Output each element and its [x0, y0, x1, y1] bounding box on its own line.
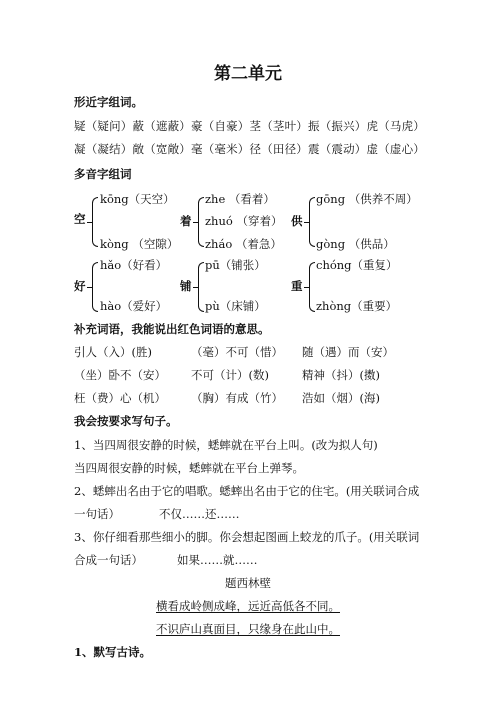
polyphone-reading: zhòng（重要） — [316, 299, 398, 313]
question-2-line-1: 2、蟋蟀出名由于它的唱歌。蟋蟀出名由于它的住宅。(用关联词合成 — [74, 484, 420, 498]
section-heading-sentences: 我会按要求写句子。 — [74, 414, 178, 428]
question-1: 1、当四周很安静的时候，蟋蟀就在平台上叫。(改为拟人句) — [74, 438, 378, 452]
similar-chars-row-2: 凝（凝结）敞（宽敞）毫（毫米）径（田径）震（震动）虚（虚心） — [74, 142, 425, 156]
idiom-item: 不可（计）(数) — [191, 368, 269, 382]
polyphone-char-kong: 空 — [74, 212, 86, 226]
question-2-hint: 不仅……还…… — [159, 507, 240, 521]
poem-line-1: 横看成岭侧成峰，远近高低各不同。 — [156, 599, 340, 613]
idiom-item: （毫）不可（惜） — [191, 345, 283, 359]
brace — [309, 262, 315, 312]
poem-line-2-wrap — [0, 622, 496, 636]
brace — [309, 197, 315, 247]
final-instruction: 1、默写古诗。 — [74, 645, 152, 659]
polyphone-reading: gōng （供养不周） — [316, 192, 418, 206]
question-2-line-2: 一句话） — [74, 507, 120, 521]
answer-1: 当四周很安静的时候，蟋蟀就在平台上弹琴。 — [74, 461, 304, 475]
polyphone-reading: hǎo（好看） — [100, 258, 168, 272]
poem-line-2: 不识庐山真面目，只缘身在此山中。 — [156, 622, 340, 636]
idiom-item: 浩如（烟）(海) — [302, 391, 380, 405]
polyphone-reading: hào（爱好） — [100, 299, 168, 313]
polyphone-reading: zhuó （穿着） — [205, 214, 283, 228]
question-3-line-2: 合成一句话） — [74, 553, 143, 567]
polyphone-reading: zhe （看着） — [205, 192, 275, 206]
polyphone-reading: gòng （供品） — [316, 237, 395, 251]
polyphone-char-zhong: 重 — [291, 279, 303, 293]
idiom-item: 引人（入）(胜) — [74, 345, 152, 359]
polyphone-reading: pù（床铺） — [205, 299, 266, 313]
polyphone-reading: chóng（重复） — [316, 258, 398, 272]
polyphone-reading: kòng （空隙） — [100, 237, 179, 251]
idiom-item: （胸）有成（竹） — [191, 391, 283, 405]
page-title: 第二单元 — [214, 64, 282, 84]
poem-line-1-wrap — [0, 599, 496, 613]
brace — [92, 262, 98, 312]
question-3-hint: 如果……就…… — [177, 553, 258, 567]
brace — [198, 197, 204, 247]
brace — [198, 262, 204, 312]
polyphone-char-hao: 好 — [74, 279, 86, 293]
polyphone-char-gong: 供 — [291, 214, 303, 228]
idiom-item: 精神（抖）(擞) — [302, 368, 380, 382]
brace — [92, 197, 98, 247]
similar-chars-row-1: 疑（疑问）蔽（遮蔽）豪（自豪）茎（茎叶）振（振兴）虎（马虎） — [74, 119, 425, 133]
polyphone-reading: zháo （着急） — [205, 237, 282, 251]
question-3-line-1: 3、你仔细看那些细小的脚。你会想起图画上蛟龙的爪子。(用关联词 — [74, 530, 420, 544]
idiom-item: （坐）卧不（安） — [74, 368, 166, 382]
polyphone-reading: pū（铺张） — [205, 258, 266, 272]
poem-title: 题西林壁 — [225, 576, 271, 590]
section-heading-similar-chars: 形近字组词。 — [74, 95, 143, 109]
polyphone-reading: kōng（天空） — [100, 192, 175, 206]
idiom-item: 随（遇）而（安） — [302, 345, 394, 359]
section-heading-polyphones: 多音字组词 — [74, 167, 132, 181]
polyphone-char-pu: 铺 — [180, 279, 192, 293]
section-heading-idioms: 补充词语，我能说出红色词语的意思。 — [74, 322, 270, 336]
polyphone-char-zhe: 着 — [180, 214, 192, 228]
idiom-item: 枉（费）心（机） — [74, 391, 166, 405]
